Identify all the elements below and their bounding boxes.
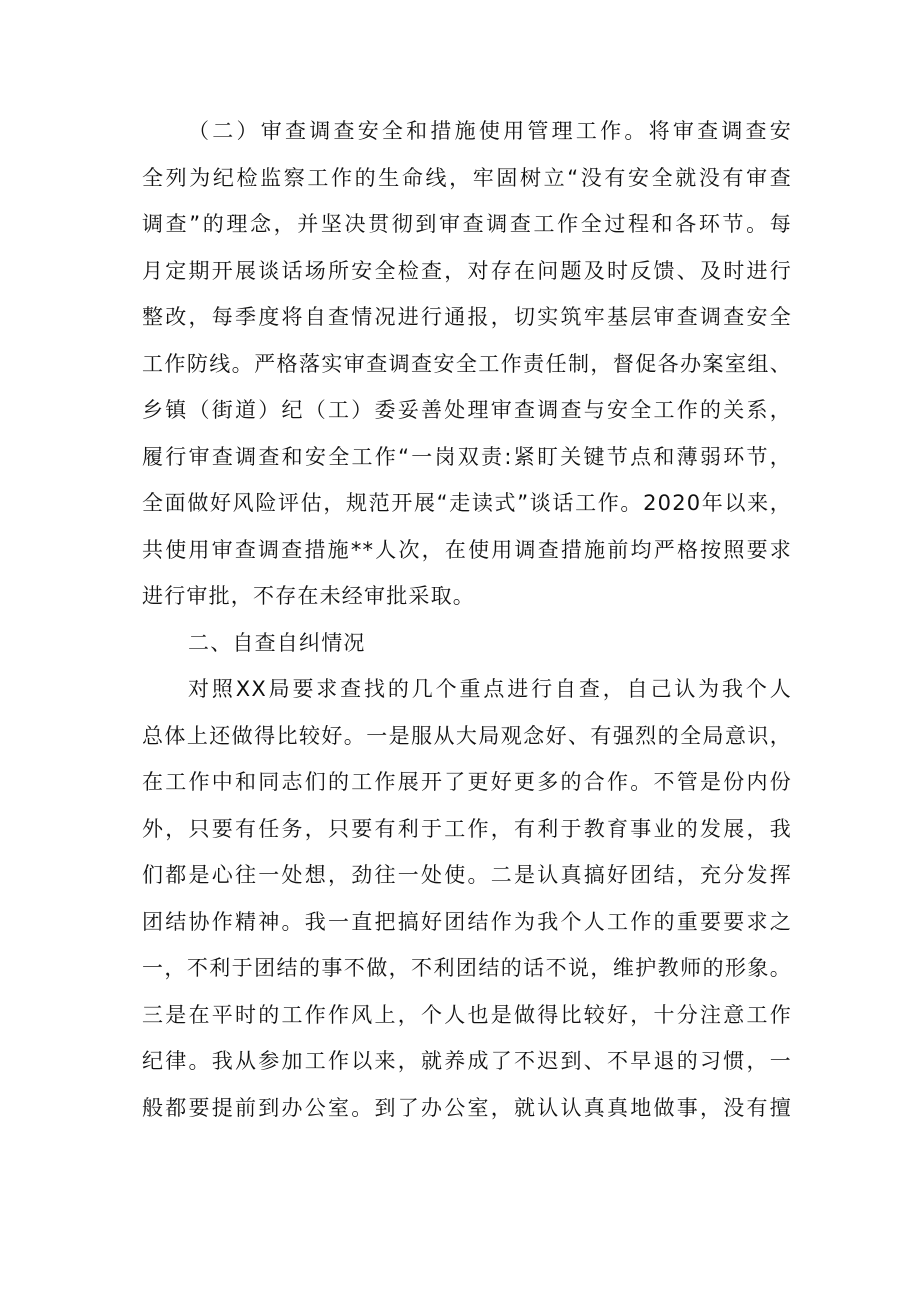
document-body: [142, 108, 792, 1131]
paragraph-line: 调查”的理念，并坚决贯彻到审查调查工作全过程和各环节。每: [142, 212, 792, 236]
paragraph-line: 乡镇（街道）纪（工）委妥善处理审查调查与安全工作的关系，: [142, 398, 792, 422]
section-heading-self-check: 二、自查自纠情况: [188, 630, 366, 655]
paragraph-line: 工作防线。严格落实审查调查安全工作责任制，督促各办案室组、: [142, 351, 792, 376]
paragraph-line: 一，不利于团结的事不做，不利团结的话不说，维护教师的形象。: [142, 956, 792, 980]
paragraph-line: （二）审查调查安全和措施使用管理工作。将审查调查安: [188, 119, 792, 143]
paragraph-line: 们都是心往一处想，劲往一处使。二是认真搞好团结，充分发挥: [142, 863, 792, 887]
paragraph-line: 在工作中和同志们的工作展开了更好更多的合作。不管是份内份: [142, 770, 792, 794]
paragraph-line: 履行审查调查和安全工作“一岗双责:紧盯关键节点和薄弱环节，: [142, 444, 792, 469]
paragraph-line: 总体上还做得比较好。一是服从大局观念好、有强烈的全局意识，: [142, 723, 792, 748]
paragraph-line: 全面做好风险评估，规范开展“走读式”谈话工作。2020年以来，: [142, 491, 792, 515]
paragraph-line: 外，只要有任务，只要有利于工作，有利于教育事业的发展，我: [142, 816, 792, 841]
paragraph-line: 共使用审查调查措施**人次，在使用调查措施前均严格按照要求: [142, 537, 792, 562]
paragraph-line: 进行审批，不存在未经审批采取。: [142, 584, 475, 608]
section-review-safety-paragraph: [142, 108, 792, 620]
paragraph-line: 般都要提前到办公室。到了办公室，就认认真真地做事，没有擅: [142, 1095, 792, 1120]
paragraph-line: 团结协作精神。我一直把搞好团结作为我个人工作的重要要求之: [142, 909, 792, 934]
self-check-paragraph: [142, 666, 792, 1131]
paragraph-line: 纪律。我从参加工作以来，就养成了不迟到、不早退的习惯，一: [142, 1049, 792, 1073]
paragraph-line: 三是在平时的工作作风上，个人也是做得比较好，十分注意工作: [142, 1002, 792, 1027]
paragraph-line: 全列为纪检监察工作的生命线，牢固树立“没有安全就没有审查: [142, 165, 792, 190]
paragraph-line: 月定期开展谈话场所安全检查，对存在问题及时反馈、及时进行: [142, 258, 792, 283]
paragraph-line: 对照XX局要求查找的几个重点进行自查，自己认为我个人: [188, 677, 792, 701]
paragraph-line: 整改，每季度将自查情况进行通报，切实筑牢基层审查调查安全: [142, 305, 792, 329]
